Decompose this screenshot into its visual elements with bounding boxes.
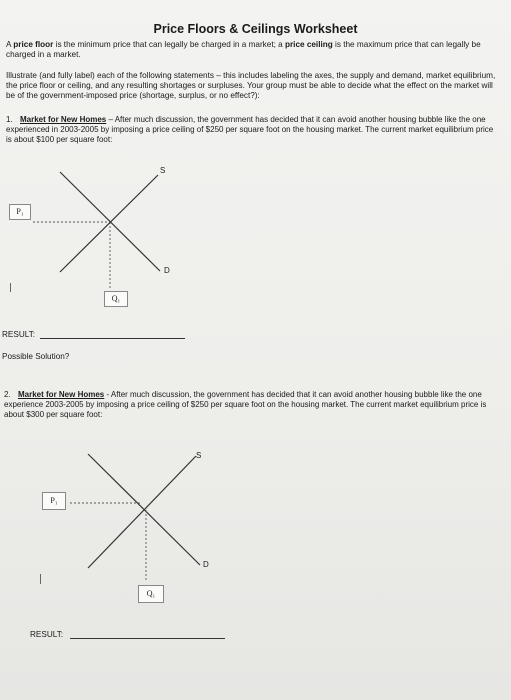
question-1-number: 1. [6, 115, 13, 124]
price-floor-definition: is the minimum price that can legally be charged in a market; a [53, 40, 285, 49]
price-ceiling-definition: is the maximum price that can legally be charged in a market. [6, 40, 481, 60]
price-ceiling-term: price ceiling [284, 40, 333, 49]
q2-result-label: RESULT: [30, 630, 64, 639]
question-1-heading: Market for New Homes [20, 115, 107, 124]
q2-axis-mark [40, 574, 41, 584]
q2-result-line[interactable] [70, 638, 225, 639]
question-1-text: – After much discussion, the government has decided that it can avoid another housing bubble like the one experienced in 2003-2005 by imposing a price ceiling of $250 per square foot on the housing market. The current market equilibrium price is about $100 per square foot: [6, 115, 494, 144]
q1-result-label: RESULT: [2, 330, 36, 339]
page-title: Price Floors & Ceilings Worksheet [153, 22, 358, 36]
q1-quantity-label-box[interactable]: Q₁ [104, 291, 128, 307]
q2-supply-curve [88, 456, 196, 568]
q2-supply-label: S [196, 451, 202, 460]
q1-supply-label: S [160, 166, 166, 175]
question-2-number: 2. [4, 390, 11, 399]
question-2-heading: Market for New Homes [18, 390, 105, 399]
q2-demand-label: D [203, 560, 209, 569]
q2-quantity-label-box[interactable]: Q₁ [138, 585, 164, 603]
q1-price-label-box[interactable]: P₁ [9, 204, 31, 220]
price-floor-term: price floor [13, 40, 54, 49]
question-2-text: - After much discussion, the government has decided that it can avoid another housing bubble like the one experience 2003-2005 by imposing a price ceiling of $250 per square foot on the housing market. The current market equilibrium price is about $300 per square foot: [4, 390, 487, 419]
q1-demand-label: D [164, 266, 170, 275]
q2-demand-curve [88, 454, 200, 565]
definitions-prefix: A [6, 40, 14, 49]
instructions-paragraph: Illustrate (and fully label) each of the following statements – this includes labeling the axes, the supply and demand, market equilibrium, the price floor or ceiling, and any resulting shortages or surpluses. Your group must be able to decide what the effect on the market will be of the government-imposed price (shortage, surplus, or no effect?): [6, 71, 496, 101]
q2-price-label-box[interactable]: P₁ [42, 492, 66, 510]
q1-possible-solution-label: Possible Solution? [2, 352, 70, 361]
